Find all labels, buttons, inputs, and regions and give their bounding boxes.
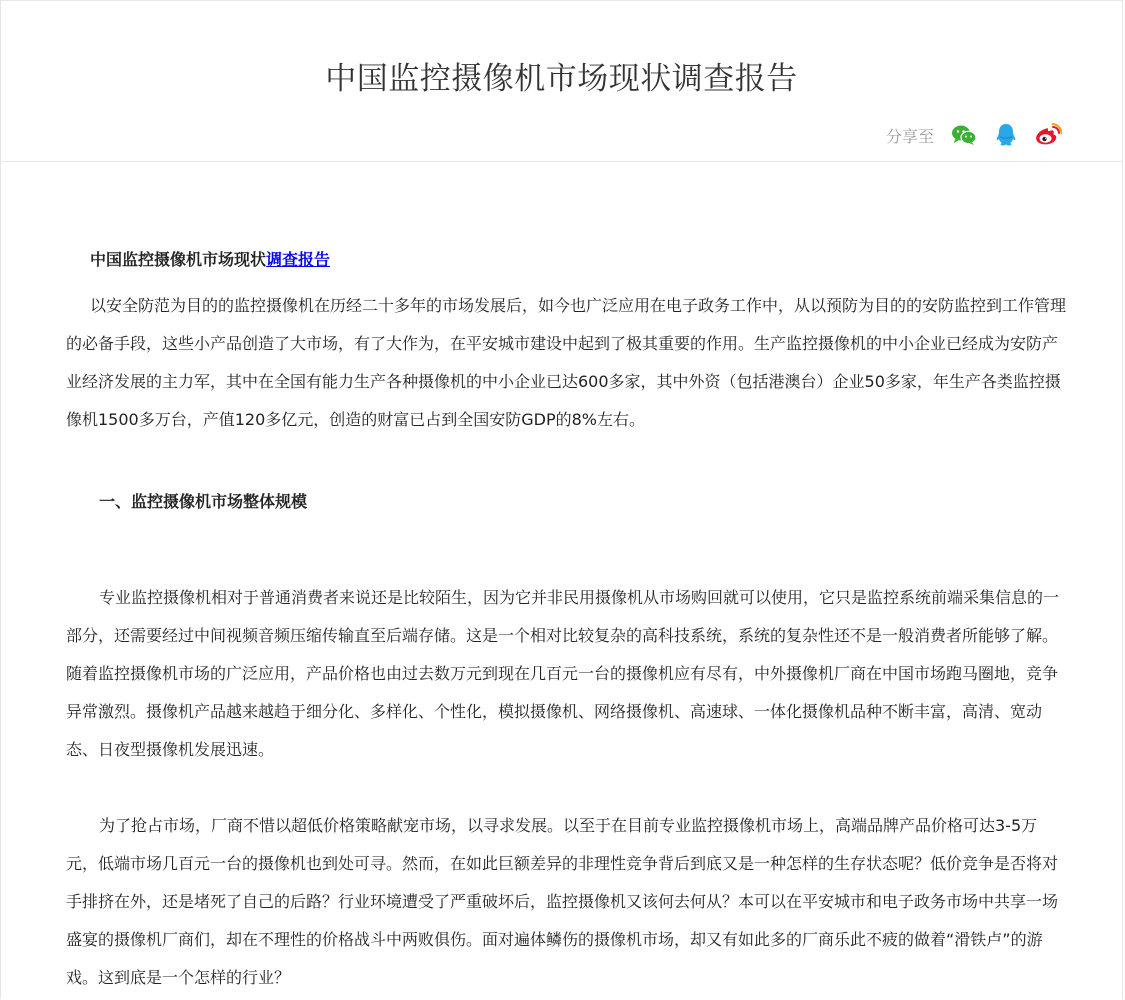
report-link[interactable]: 调查报告 (266, 250, 331, 269)
paragraph-market-scale: 专业监控摄像机相对于普通消费者来说还是比较陌生，因为它并非民用摄像机从市场购回就可以使用，它只是监控系统前端采集信息的一部分，还需要经过中间视频音频压缩传输直至后端存储。这是一个相对比较复杂的高科技系统，系统的复杂性还不是一般消费者所能够了解。随着监控摄像机市场的广泛应用，产品价格也由过去数万元到现在几百元一台的摄像机应有尽有，中外摄像机厂商在中国市场跑马圈地，竞争异常激烈。摄像机产品越来越趋于细分化、多样化、个性化，模拟摄像机、网络摄像机、高速球、一体化摄像机品种不断丰富，高清、宽动态、日夜型摄像机发展迅速。 (66, 588, 1060, 759)
qq-icon[interactable] (992, 121, 1020, 149)
share-bar (886, 121, 1062, 149)
intro-paragraph: 以安全防范为目的的监控摄像机在历经二十多年的市场发展后，如今也广泛应用在电子政务工作中，从以预防为目的的安防监控到工作管理的必备手段，这些小产品创造了大市场，有了大作为，在平安城市建设中起到了极其重要的作用。生产监控摄像机的中小企业已经成为安防产业经济发展的主力军，其中在全国有能力生产各种摄像机的中小企业已达600多家，其中外资（包括港澳台）企业50多家，年生产各类监控摄像机1500多万台，产值120多亿元，创造的财富已占到全国安防GDP的8%左右。 (66, 296, 1067, 429)
article-header (1, 1, 1122, 162)
document-heading (66, 241, 1066, 279)
page-title: 中国监控摄像机市场现状调查报告 (325, 61, 798, 97)
article-body (66, 241, 1066, 997)
document-heading-text: 中国监控摄像机市场现状 (90, 250, 267, 269)
weibo-icon[interactable] (1034, 121, 1062, 149)
section-title: 一、监控摄像机市场整体规模 (99, 492, 308, 511)
paragraph-price-competition: 为了抢占市场，厂商不惜以超低价格策略献宠市场，以寻求发展。以至于在目前专业监控摄像机市场上，高端品牌产品价格可达3-5万元，低端市场几百元一台的摄像机也到处可寻。然而，在如此巨额差异的非理性竞争背后到底又是一种怎样的生存状态呢？低价竞争是否将对手排挤在外，还是堵死了自己的后路？行业环境遭受了严重破坏后，监控摄像机又该何去何从？本可以在平安城市和电子政务市场中共享一场盛宴的摄像机厂商们，却在不理性的价格战斗中两败俱伤。面对遍体鳞伤的摄像机市场，却又有如此多的厂商乐此不疲的做着“滑铁卢”的游戏。这到底是一个怎样的行业？ (66, 816, 1059, 987)
share-label: 分享至 (885, 126, 934, 146)
wechat-icon[interactable] (950, 121, 978, 149)
